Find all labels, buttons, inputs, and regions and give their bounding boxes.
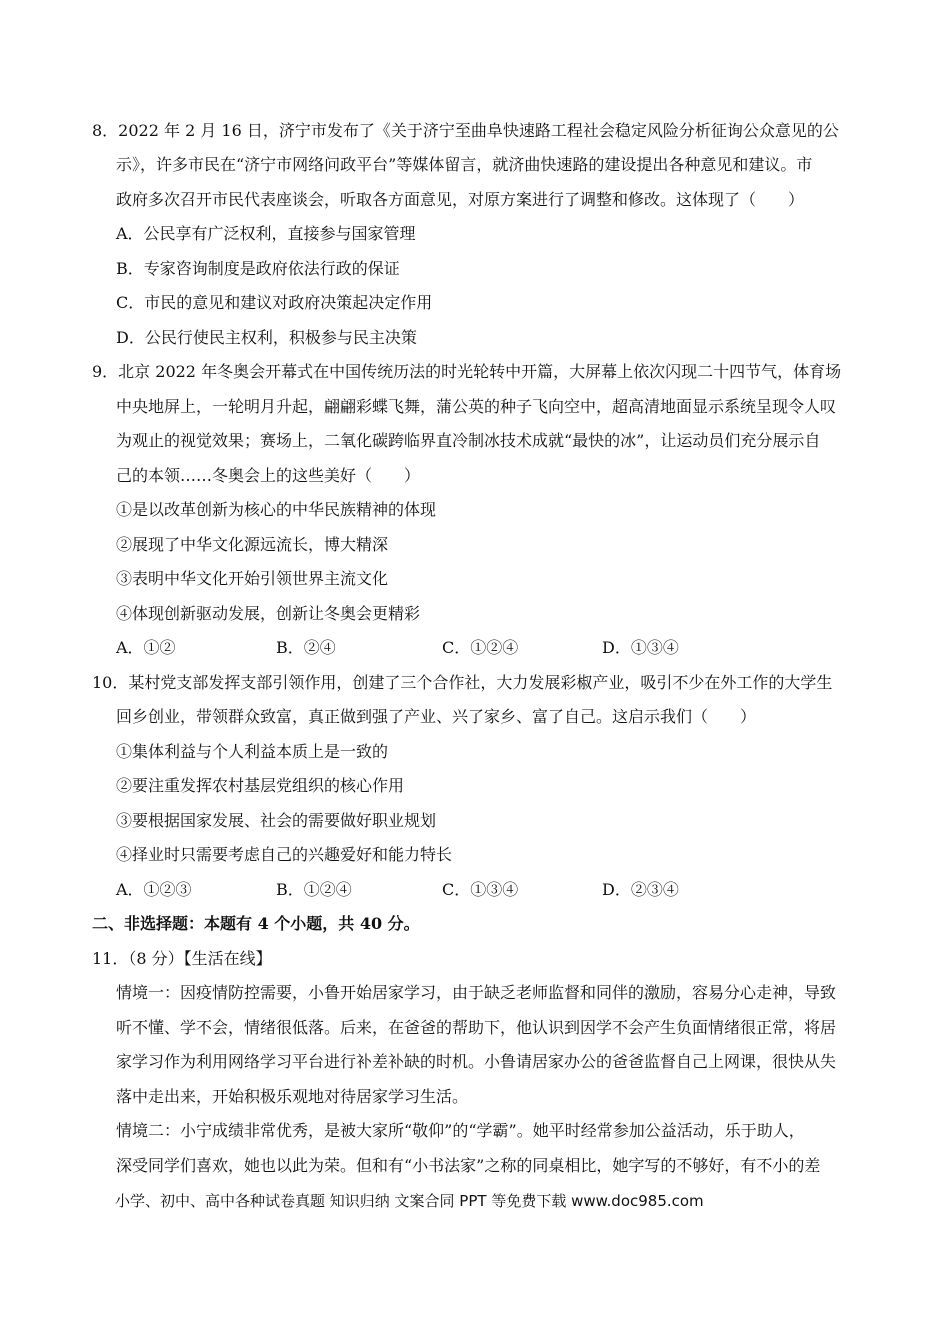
q10-option-c: C．①③④ [442,880,519,899]
q10-stem-line1: 10．某村党支部发挥支部引领作用，创建了三个合作社，大力发展彩椒产业，吸引不少在外工作的大学生 [92,673,833,692]
q10-statement-2: ②要注重发挥农村基层党组织的核心作用 [116,776,405,795]
q10-stem-line2: 回乡创业，带领群众致富，真正做到强了产业、兴了家乡、富了自己。这启示我们（ ） [116,707,757,726]
q9-statement-1: ①是以改革创新为核心的中华民族精神的体现 [116,500,437,519]
q9-statement-4: ④体现创新驱动发展，创新让冬奥会更精彩 [116,604,421,623]
section-2-heading: 二、非选择题：本题有 4 个小题，共 40 分。 [92,914,420,933]
q11-scenario2-line2: 深受同学们喜欢，她也以此为荣。但和有“小书法家”之称的同桌相比，她字写的不够好，有不小的差 [116,1156,821,1175]
q11-scenario1-line4: 落中走出来，开始积极乐观地对待居家学习生活。 [116,1087,469,1106]
q10-statement-3: ③要根据国家发展、社会的需要做好职业规划 [116,811,437,830]
q11-scenario1-line2: 听不懂、学不会，情绪很低落。后来，在爸爸的帮助下，他认识到因学不会产生负面情绪很正常，将居 [116,1018,837,1037]
page-footer: 小学、初中、高中各种试卷真题 知识归纳 文案合同 PPT 等免费下载 www.doc985.com [115,1192,704,1210]
q9-option-a: A．①② [116,638,176,657]
q11-scenario1-line3: 家学习作为利用网络学习平台进行补差补缺的时机。小鲁请居家办公的爸爸监督自己上网课，很快从失 [116,1052,837,1071]
q10-option-a: A．①②③ [116,880,192,899]
q9-option-c: C．①②④ [442,638,519,657]
q10-option-b: B．①②④ [276,880,352,899]
q8-stem-line3: 政府多次召开市民代表座谈会，听取各方面意见，对原方案进行了调整和修改。这体现了（ ） [116,190,805,209]
q8-option-b: B．专家咨询制度是政府依法行政的保证 [116,259,400,278]
q11-scenario1-line1: 情境一：因疫情防控需要，小鲁开始居家学习，由于缺乏老师监督和同伴的激励，容易分心走神，导致 [116,983,837,1002]
q10-option-d: D．②③④ [602,880,679,899]
q8-option-c: C．市民的意见和建议对政府决策起决定作用 [116,293,433,312]
q10-statement-4: ④择业时只需要考虑自己的兴趣爱好和能力特长 [116,845,453,864]
q11-scenario2-line1: 情境二：小宁成绩非常优秀，是被大家所“敬仰”的“学霸”。她平时经常参加公益活动，乐于助人， [116,1121,805,1140]
q9-stem-line3: 为观止的视觉效果；赛场上，二氧化碳跨临界直冷制冰技术成就“最快的冰”，让运动员们充分展示自 [116,431,821,450]
q9-option-d: D．①③④ [602,638,679,657]
q11-heading: 11．（8 分）【生活在线】 [92,949,272,968]
q9-statement-3: ③表明中华文化开始引领世界主流文化 [116,569,389,588]
q8-option-d: D．公民行使民主权利，积极参与民主决策 [116,328,417,347]
q9-statement-2: ②展现了中华文化源远流长，博大精深 [116,535,389,554]
q9-option-b: B．②④ [276,638,336,657]
q8-stem-line1: 8．2022 年 2 月 16 日，济宁市发布了《关于济宁至曲阜快速路工程社会稳定风险分析征询公众意见的公 [92,121,839,140]
q9-stem-line2: 中央地屏上，一轮明月升起，翩翩彩蝶飞舞，蒲公英的种子飞向空中，超高清地面显示系统呈现令人叹 [116,397,837,416]
q9-stem-line1: 9．北京 2022 年冬奥会开幕式在中国传统历法的时光轮转中开篇，大屏幕上依次闪现二十四节气，体育场 [92,362,842,381]
q10-statement-1: ①集体利益与个人利益本质上是一致的 [116,742,389,761]
q8-option-a: A．公民享有广泛权利，直接参与国家管理 [116,224,416,243]
q9-stem-line4: 己的本领……冬奥会上的这些美好（ ） [116,466,421,485]
q8-stem-line2: 示》，许多市民在“济宁市网络问政平台”等媒体留言，就济曲快速路的建设提出各种意见和建议。市 [116,155,813,174]
